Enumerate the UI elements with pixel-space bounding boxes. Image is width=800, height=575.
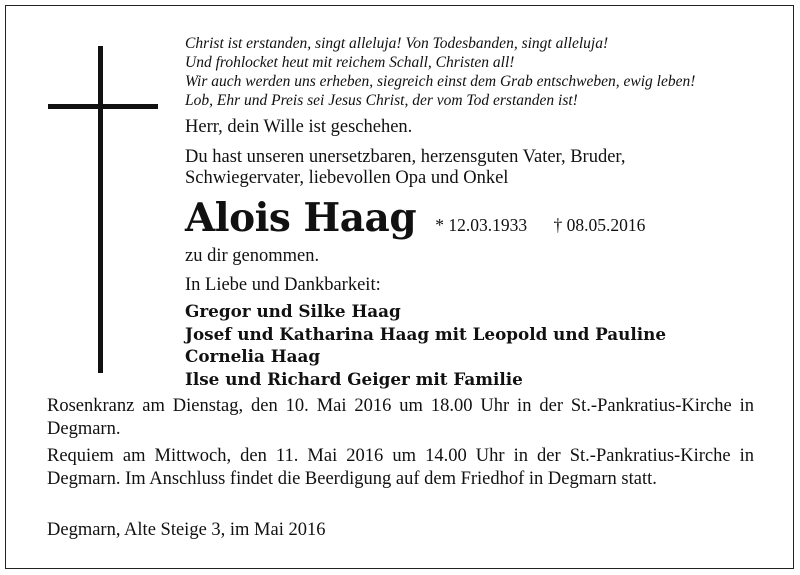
birth-date: * 12.03.1933 [435,215,528,235]
relation-line-1: Du hast unseren unersetzbaren, herzensguten Vater, Bruder, [185,147,626,167]
verse-line: Christ ist erstanden, singt alleluja! Von Todesbanden, singt alleluja! [185,35,609,52]
death-date: † 08.05.2016 [553,215,646,235]
requiem-notice: Requiem am Mittwoch, den 11. Mai 2016 um 14.00 Uhr in der St.-Pankratius-Kirche in Degmarn. Im Anschluss findet die Beerdigung auf dem Friedhof in Degmarn statt. [47,446,754,489]
cross-vertical-bar [98,46,103,373]
family-member: Josef und Katharina Haag mit Leopold und Pauline [185,323,667,344]
easter-verse [185,34,775,110]
family-member: Ilse und Richard Geiger mit Familie [185,368,523,389]
deceased-name: Alois Haag [185,195,417,241]
family-list [185,300,666,390]
address-line: Degmarn, Alte Steige 3, im Mai 2016 [47,520,326,540]
verse-line: Lob, Ehr und Preis sei Jesus Christ, der vom Tod erstanden ist! [185,92,578,109]
cross-horizontal-bar [48,104,158,109]
rosary-notice: Rosenkranz am Dienstag, den 10. Mai 2016 um 18.00 Uhr in der St.-Pankratius-Kirche in Degmarn. [47,396,754,439]
verse-line: Und frohlocket heut mit reichem Schall, Christen all! [185,54,515,71]
family-member: Cornelia Haag [185,346,321,366]
taken-text: zu dir genommen. [185,246,320,266]
intro-text: Herr, dein Wille ist geschehen. [185,117,413,137]
family-member: Gregor und Silke Haag [185,301,401,321]
relation-line-2: Schwiegervater, liebevollen Opa und Onkel [185,168,509,188]
deceased-row [185,195,645,241]
verse-line: Wir auch werden uns erheben, siegreich einst dem Grab entschweben, ewig leben! [185,73,696,90]
life-dates [435,215,645,235]
gratitude-text: In Liebe und Dankbarkeit: [185,275,381,295]
